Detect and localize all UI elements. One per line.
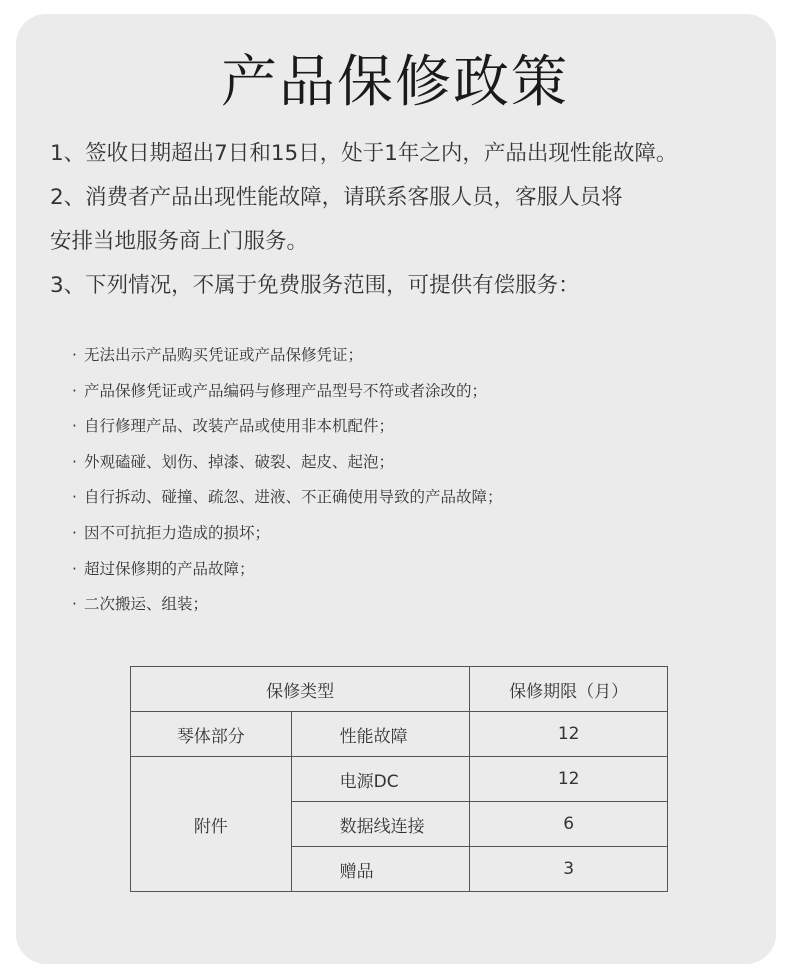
list-item <box>72 409 503 445</box>
bullet-marker: · <box>72 452 77 471</box>
list-item <box>72 338 503 374</box>
period-cell: 12 <box>470 712 668 757</box>
list-item <box>72 516 503 552</box>
policy-section <box>50 132 770 308</box>
list-item <box>72 552 503 588</box>
table-row <box>131 757 668 802</box>
exclusion-text: 外观磕碰、划伤、掉漆、破裂、起皮、起泡； <box>84 452 395 471</box>
bullet-marker: · <box>72 417 77 436</box>
header-warranty-type: 保修类型 <box>131 667 470 712</box>
group-body: 琴体部分 <box>131 712 292 757</box>
exclusion-list <box>72 338 503 623</box>
bullet-marker: · <box>72 346 77 364</box>
exclusion-text: 产品保修凭证或产品编码与修理产品型号不符或者涂改的； <box>84 381 488 400</box>
policy-item-2-line-2: 安排当地服务商上门服务。 <box>50 229 309 254</box>
policy-item-3: 3、下列情况，不属于免费服务范围，可提供有偿服务： <box>50 273 580 298</box>
item-cell: 赠品 <box>291 847 470 892</box>
exclusion-text: 超过保修期的产品故障； <box>84 559 255 578</box>
item-cell: 性能故障 <box>291 712 470 757</box>
bullet-marker: · <box>72 381 77 400</box>
item-cell: 电源DC <box>291 757 470 802</box>
page-title: 产品保修政策 <box>221 50 569 115</box>
header-warranty-period: 保修期限（月） <box>470 667 668 712</box>
table-header-row <box>131 667 668 712</box>
period-cell: 12 <box>470 757 668 802</box>
policy-item-1: 1、签收日期超出7日和15日，处于1年之内，产品出现性能故障。 <box>50 141 678 166</box>
list-item <box>72 445 503 481</box>
list-item <box>72 374 503 410</box>
warranty-table <box>130 666 668 892</box>
table-row <box>131 712 668 757</box>
period-cell: 6 <box>470 802 668 847</box>
list-item <box>72 480 503 516</box>
bullet-marker: · <box>72 595 77 614</box>
bullet-marker: · <box>72 523 77 542</box>
exclusion-text: 自行修理产品、改装产品或使用非本机配件； <box>84 417 395 436</box>
exclusion-text: 自行拆动、碰撞、疏忽、进液、不正确使用导致的产品故障； <box>84 488 503 507</box>
list-item <box>72 587 503 623</box>
policy-item-2-line-1: 2、消费者产品出现性能故障，请联系客服人员，客服人员将 <box>50 185 623 210</box>
item-cell: 数据线连接 <box>291 802 470 847</box>
bullet-marker: · <box>72 488 77 507</box>
exclusion-text: 因不可抗拒力造成的损坏； <box>84 523 271 542</box>
exclusion-text: 无法出示产品购买凭证或产品保修凭证； <box>84 346 364 364</box>
period-cell: 3 <box>470 847 668 892</box>
group-accessory: 附件 <box>131 757 292 892</box>
exclusion-text: 二次搬运、组装； <box>84 595 209 614</box>
bullet-marker: · <box>72 559 77 578</box>
